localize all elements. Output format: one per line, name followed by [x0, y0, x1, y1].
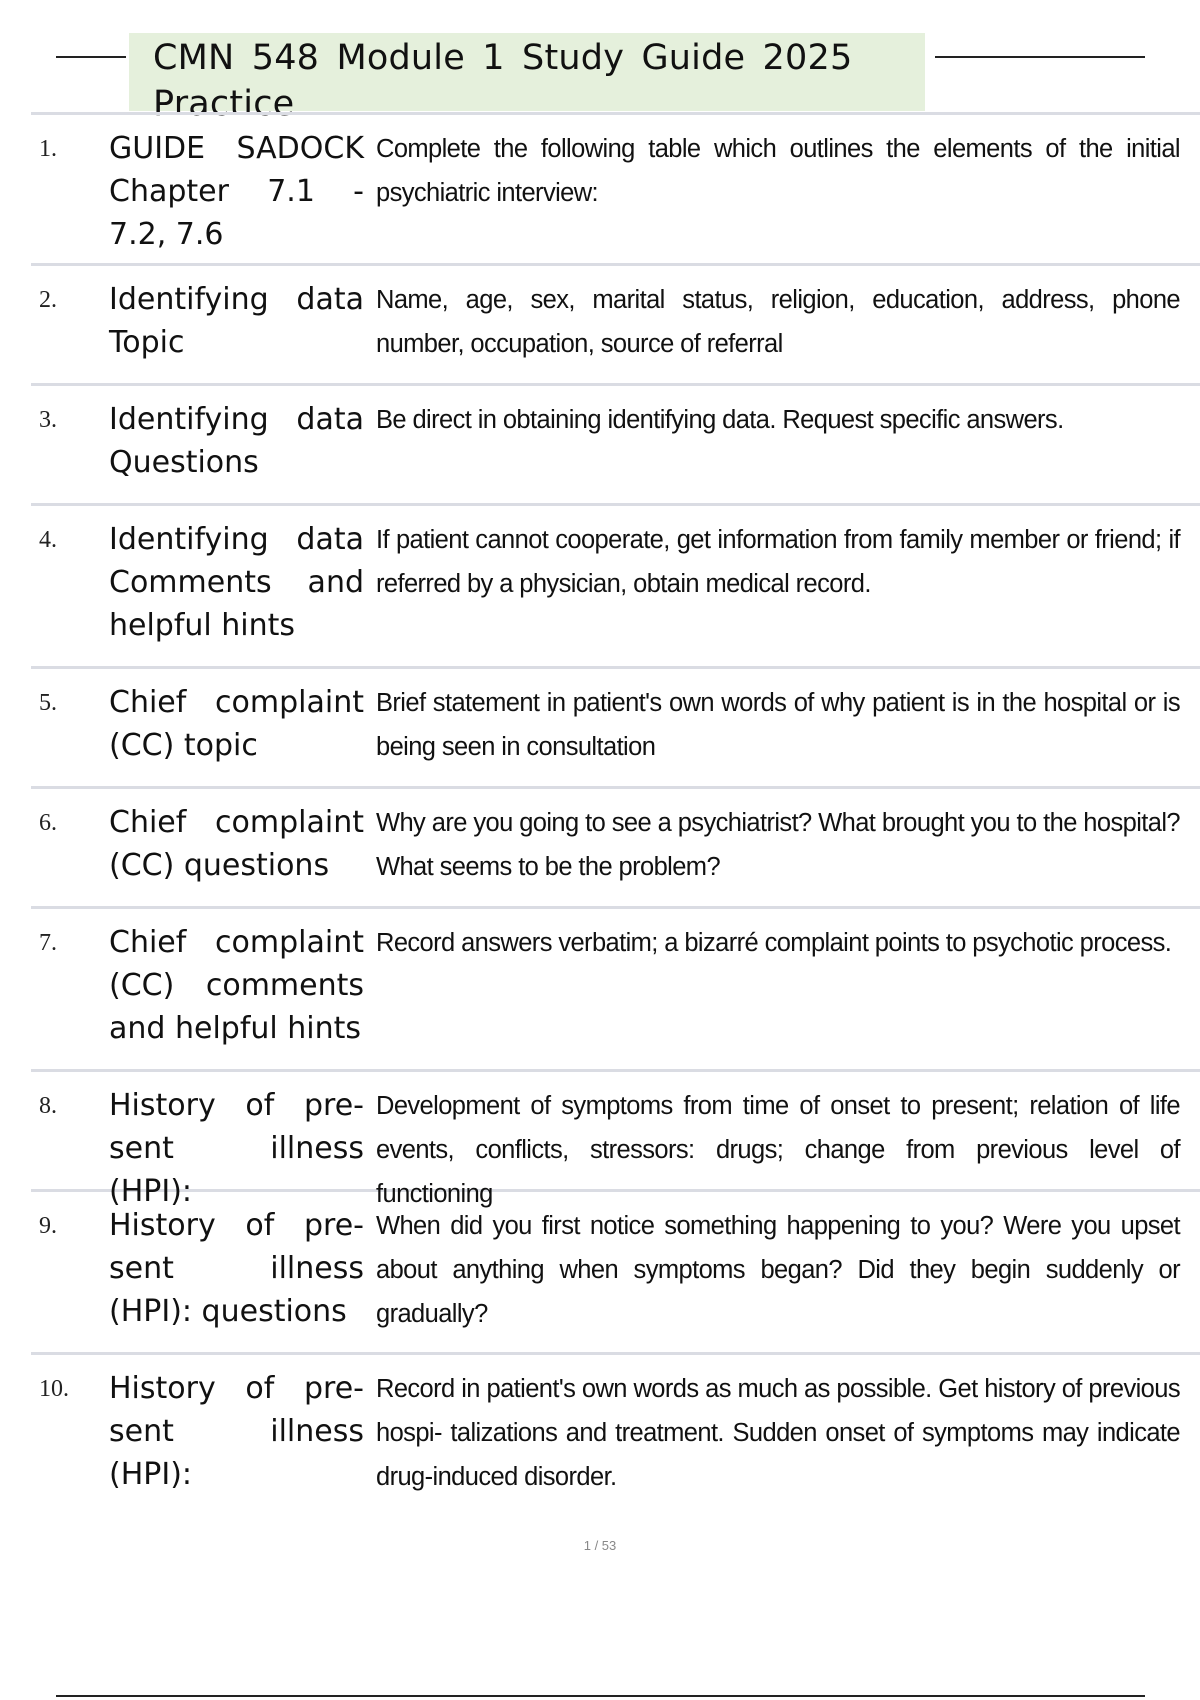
card-definition: Complete the following table which outlines the elements of the initial psychiatric interview:	[376, 135, 1180, 207]
card-number: 7.	[39, 930, 57, 956]
flashcard-row	[31, 263, 1200, 383]
page-indicator: 1 / 53	[583, 1538, 617, 1553]
card-term: History of pre- sent illness (HPI): questions	[109, 1208, 364, 1329]
title-rule-right	[935, 56, 1145, 58]
card-number: 9.	[39, 1213, 57, 1239]
card-definition: When did you first notice something happening to you? Were you upset about anything when symptoms began? Did they begin suddenly or gradually?	[376, 1212, 1180, 1328]
card-definition: Name, age, sex, marital status, religion, education, address, phone number, occupation, source of referral	[376, 286, 1180, 358]
flashcard-row	[31, 1189, 1200, 1352]
card-definition: Record answers verbatim; a bizarré complaint points to psychotic process.	[376, 929, 1172, 957]
card-number: 5.	[39, 690, 57, 716]
card-definition: If patient cannot cooperate, get information from family member or friend; if referred by a physician, obtain medical record.	[376, 526, 1180, 598]
card-number: 4.	[39, 527, 57, 553]
flashcard-row	[31, 112, 1200, 263]
card-number: 10.	[39, 1376, 69, 1402]
card-term: Identifying data Questions	[109, 402, 364, 480]
card-definition: Development of symptoms from time of onset to present; relation of life events, conflicts, stressors: drugs; change from previous level of functioning	[376, 1092, 1180, 1208]
card-definition: Be direct in obtaining identifying data. Request specific answers.	[376, 406, 1064, 434]
flashcard-row	[31, 906, 1200, 1069]
flashcard-list	[31, 112, 1200, 1522]
card-term: Identifying data Comments and helpful hints	[109, 522, 364, 643]
bottom-rule	[56, 1695, 1145, 1697]
flashcard-row	[31, 503, 1200, 666]
card-term: Chief complaint (CC) comments and helpful hints	[109, 925, 364, 1046]
card-term: GUIDE SADOCK Chapter 7.1 - 7.2, 7.6	[109, 131, 364, 252]
card-term: Chief complaint (CC) topic	[109, 685, 364, 763]
card-term: Chief complaint (CC) questions	[109, 805, 364, 883]
card-definition: Why are you going to see a psychiatrist? What brought you to the hospital? What seems to be the problem?	[376, 809, 1180, 881]
title-rule-left	[56, 56, 126, 58]
card-term: Identifying data Topic	[109, 282, 364, 360]
flashcard-row	[31, 1352, 1200, 1522]
card-definition: Record in patient's own words as much as possible. Get history of previous hospi- talizations and treatment. Sudden onset of symptoms may indicate drug-induced disorder.	[376, 1375, 1180, 1491]
card-definition: Brief statement in patient's own words of why patient is in the hospital or is being seen in consultation	[376, 689, 1180, 761]
card-number: 3.	[39, 407, 57, 433]
card-term: History of pre- sent illness (HPI):	[109, 1371, 364, 1492]
page-title: CMN 548 Module 1 Study Guide 2025 Practice	[129, 33, 925, 111]
card-term: History of pre- sent illness (HPI):	[109, 1088, 364, 1209]
flashcard-row	[31, 666, 1200, 786]
card-number: 2.	[39, 287, 57, 313]
card-number: 8.	[39, 1093, 57, 1119]
card-number: 6.	[39, 810, 57, 836]
flashcard-row	[31, 383, 1200, 503]
flashcard-row	[31, 786, 1200, 906]
card-number: 1.	[39, 136, 57, 162]
flashcard-row	[31, 1069, 1200, 1209]
